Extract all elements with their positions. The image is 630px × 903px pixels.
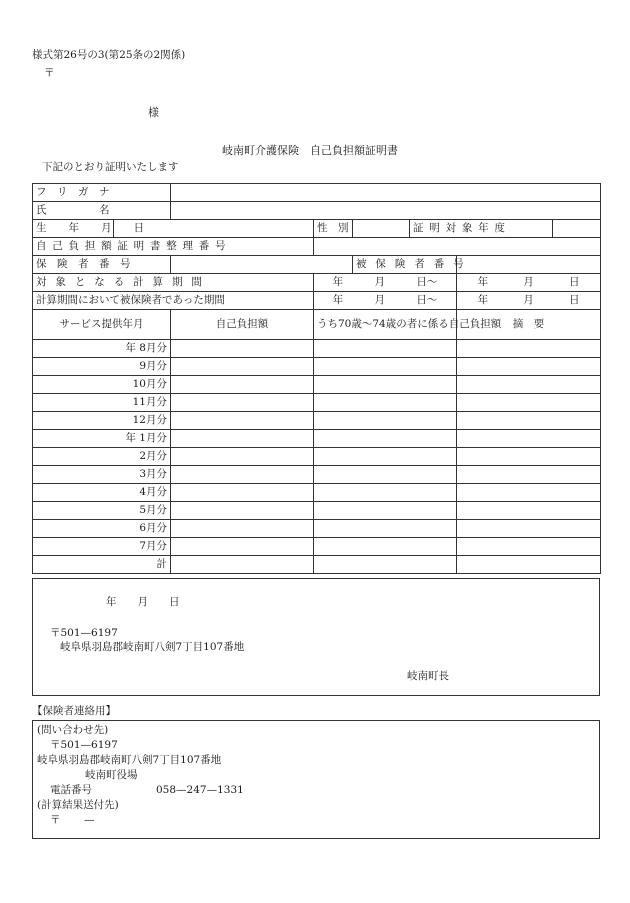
name-field[interactable] — [171, 202, 601, 220]
month-label: 3月分 — [33, 466, 171, 484]
insured-period-label: 計算期間において被保険者であった期間 — [33, 292, 314, 310]
target-period-row — [33, 274, 601, 292]
cert-number-field[interactable] — [314, 238, 601, 256]
cert-year-label: 証明対象年度 — [413, 222, 511, 235]
month-row — [33, 376, 601, 394]
birth-label: 生 年 月 日 — [36, 222, 150, 235]
postal-mark: 〒 — [44, 67, 55, 79]
send-label: (計算結果送付先) — [37, 799, 119, 811]
column-header-row — [33, 310, 601, 340]
phone-label: 電話番号 — [50, 784, 92, 796]
self-pay-cell[interactable] — [171, 520, 314, 538]
contact-heading: 【保険者連絡用】 — [32, 705, 116, 717]
self-pay-cell[interactable] — [171, 358, 314, 376]
remarks-cell[interactable] — [457, 484, 601, 502]
remarks-cell[interactable] — [457, 466, 601, 484]
phone-number: 058—247—1331 — [156, 784, 244, 796]
month-label: 2月分 — [33, 448, 171, 466]
month-label: 年 1月分 — [33, 430, 171, 448]
remarks-cell[interactable] — [457, 340, 601, 358]
insured-period-row — [33, 292, 601, 310]
age70-74-cell[interactable] — [314, 376, 457, 394]
month-row — [33, 556, 601, 574]
month-label: 7月分 — [33, 538, 171, 556]
month-row — [33, 340, 601, 358]
month-label: 4月分 — [33, 484, 171, 502]
furigana-row — [33, 184, 601, 202]
self-pay-cell[interactable] — [171, 412, 314, 430]
remarks-cell[interactable] — [457, 376, 601, 394]
self-pay-cell[interactable] — [171, 466, 314, 484]
age70-74-cell[interactable] — [314, 358, 457, 376]
issue-date: 年 月 日 — [106, 596, 180, 608]
target-period-end[interactable]: 年 月 日 — [477, 276, 580, 289]
name-label: 氏 名 — [33, 202, 171, 220]
age70-74-cell[interactable] — [314, 520, 457, 538]
self-pay-cell[interactable] — [171, 376, 314, 394]
month-row — [33, 430, 601, 448]
self-pay-cell[interactable] — [171, 538, 314, 556]
sex-label: 性 別 — [314, 220, 353, 238]
age70-74-cell[interactable] — [314, 556, 457, 574]
month-row — [33, 538, 601, 556]
remarks-column-header: 摘 要 — [457, 310, 601, 340]
month-column-header: サービス提供年月 — [33, 310, 171, 340]
age70-74-cell[interactable] — [314, 430, 457, 448]
age70-74-cell[interactable] — [314, 538, 457, 556]
insured-number-field[interactable] — [457, 256, 601, 274]
insurer-label: 保 険 者 番 号 — [36, 258, 131, 271]
age70-74-cell[interactable] — [314, 502, 457, 520]
month-row — [33, 484, 601, 502]
birth-row — [33, 220, 601, 238]
contact-office: 岐南町役場 — [85, 769, 138, 781]
age70-74-cell[interactable] — [314, 466, 457, 484]
name-row — [33, 202, 601, 220]
insured-period-end[interactable]: 年 月 日 — [477, 294, 580, 307]
send-postal-dash: — — [84, 814, 95, 826]
month-label: 10月分 — [33, 376, 171, 394]
month-row — [33, 394, 601, 412]
month-label: 12月分 — [33, 412, 171, 430]
month-row — [33, 466, 601, 484]
month-row — [33, 448, 601, 466]
issuer-postal: 〒501—6197 — [50, 627, 118, 639]
month-label: 5月分 — [33, 502, 171, 520]
self-pay-cell[interactable] — [171, 556, 314, 574]
age70-74-cell[interactable] — [314, 484, 457, 502]
furigana-label: フ リ ガ ナ — [36, 186, 110, 199]
remarks-cell[interactable] — [457, 556, 601, 574]
month-row — [33, 358, 601, 376]
month-rows — [33, 340, 601, 574]
remarks-cell[interactable] — [457, 412, 601, 430]
remarks-cell[interactable] — [457, 538, 601, 556]
self-pay-cell[interactable] — [171, 394, 314, 412]
form-number: 様式第26号の3(第25条の2関係) — [32, 49, 186, 61]
remarks-cell[interactable] — [457, 520, 601, 538]
insurer-row — [33, 256, 601, 274]
mayor-signature: 岐南町長 — [407, 670, 449, 682]
age70-74-cell[interactable] — [314, 340, 457, 358]
age70-74-cell[interactable] — [314, 394, 457, 412]
document-title: 岐南町介護保険 自己負担額証明書 — [222, 144, 398, 157]
insurer-number-field[interactable] — [171, 256, 353, 274]
issuer-address: 岐阜県羽島郡岐南町八剣7丁目107番地 — [60, 641, 245, 653]
month-label: 年 8月分 — [33, 340, 171, 358]
self-pay-cell[interactable] — [171, 484, 314, 502]
cert-year-field[interactable] — [553, 220, 601, 238]
remarks-cell[interactable] — [457, 502, 601, 520]
target-period-start[interactable]: 年 月 日〜 — [332, 276, 438, 289]
cert-number-row — [33, 238, 601, 256]
send-postal-mark: 〒 — [50, 814, 61, 826]
intro-text: 下記のとおり証明いたします — [42, 161, 179, 173]
furigana-field[interactable] — [171, 184, 601, 202]
remarks-cell[interactable] — [457, 430, 601, 448]
month-row — [33, 520, 601, 538]
remarks-cell[interactable] — [457, 448, 601, 466]
addressee-suffix: 様 — [148, 106, 159, 119]
age70-74-column-header: うち70歳〜74歳の者に係る自己負担額 — [314, 310, 457, 340]
month-label: 9月分 — [33, 358, 171, 376]
insured-label: 被保険者番号 — [356, 258, 473, 271]
certificate-table — [32, 183, 601, 574]
self-pay-column-header: 自己負担額 — [171, 310, 314, 340]
inquiry-label: (問い合わせ先) — [37, 724, 109, 736]
month-label: 11月分 — [33, 394, 171, 412]
contact-address: 岐阜県羽島郡岐南町八剣7丁目107番地 — [37, 754, 222, 766]
sex-field[interactable] — [353, 220, 410, 238]
target-period-label: 対象となる計算期間 — [36, 276, 211, 289]
contact-postal: 〒501—6197 — [50, 739, 118, 751]
month-row — [33, 412, 601, 430]
insured-period-start[interactable]: 年 月 日〜 — [332, 294, 438, 307]
self-pay-cell[interactable] — [171, 340, 314, 358]
remarks-cell[interactable] — [457, 394, 601, 412]
self-pay-cell[interactable] — [171, 502, 314, 520]
age70-74-cell[interactable] — [314, 448, 457, 466]
cert-number-label: 自己負担額証明書整理番号 — [36, 240, 232, 253]
month-label: 6月分 — [33, 520, 171, 538]
remarks-cell[interactable] — [457, 358, 601, 376]
self-pay-cell[interactable] — [171, 448, 314, 466]
month-label: 計 — [33, 556, 171, 574]
self-pay-cell[interactable] — [171, 430, 314, 448]
month-row — [33, 502, 601, 520]
age70-74-cell[interactable] — [314, 412, 457, 430]
